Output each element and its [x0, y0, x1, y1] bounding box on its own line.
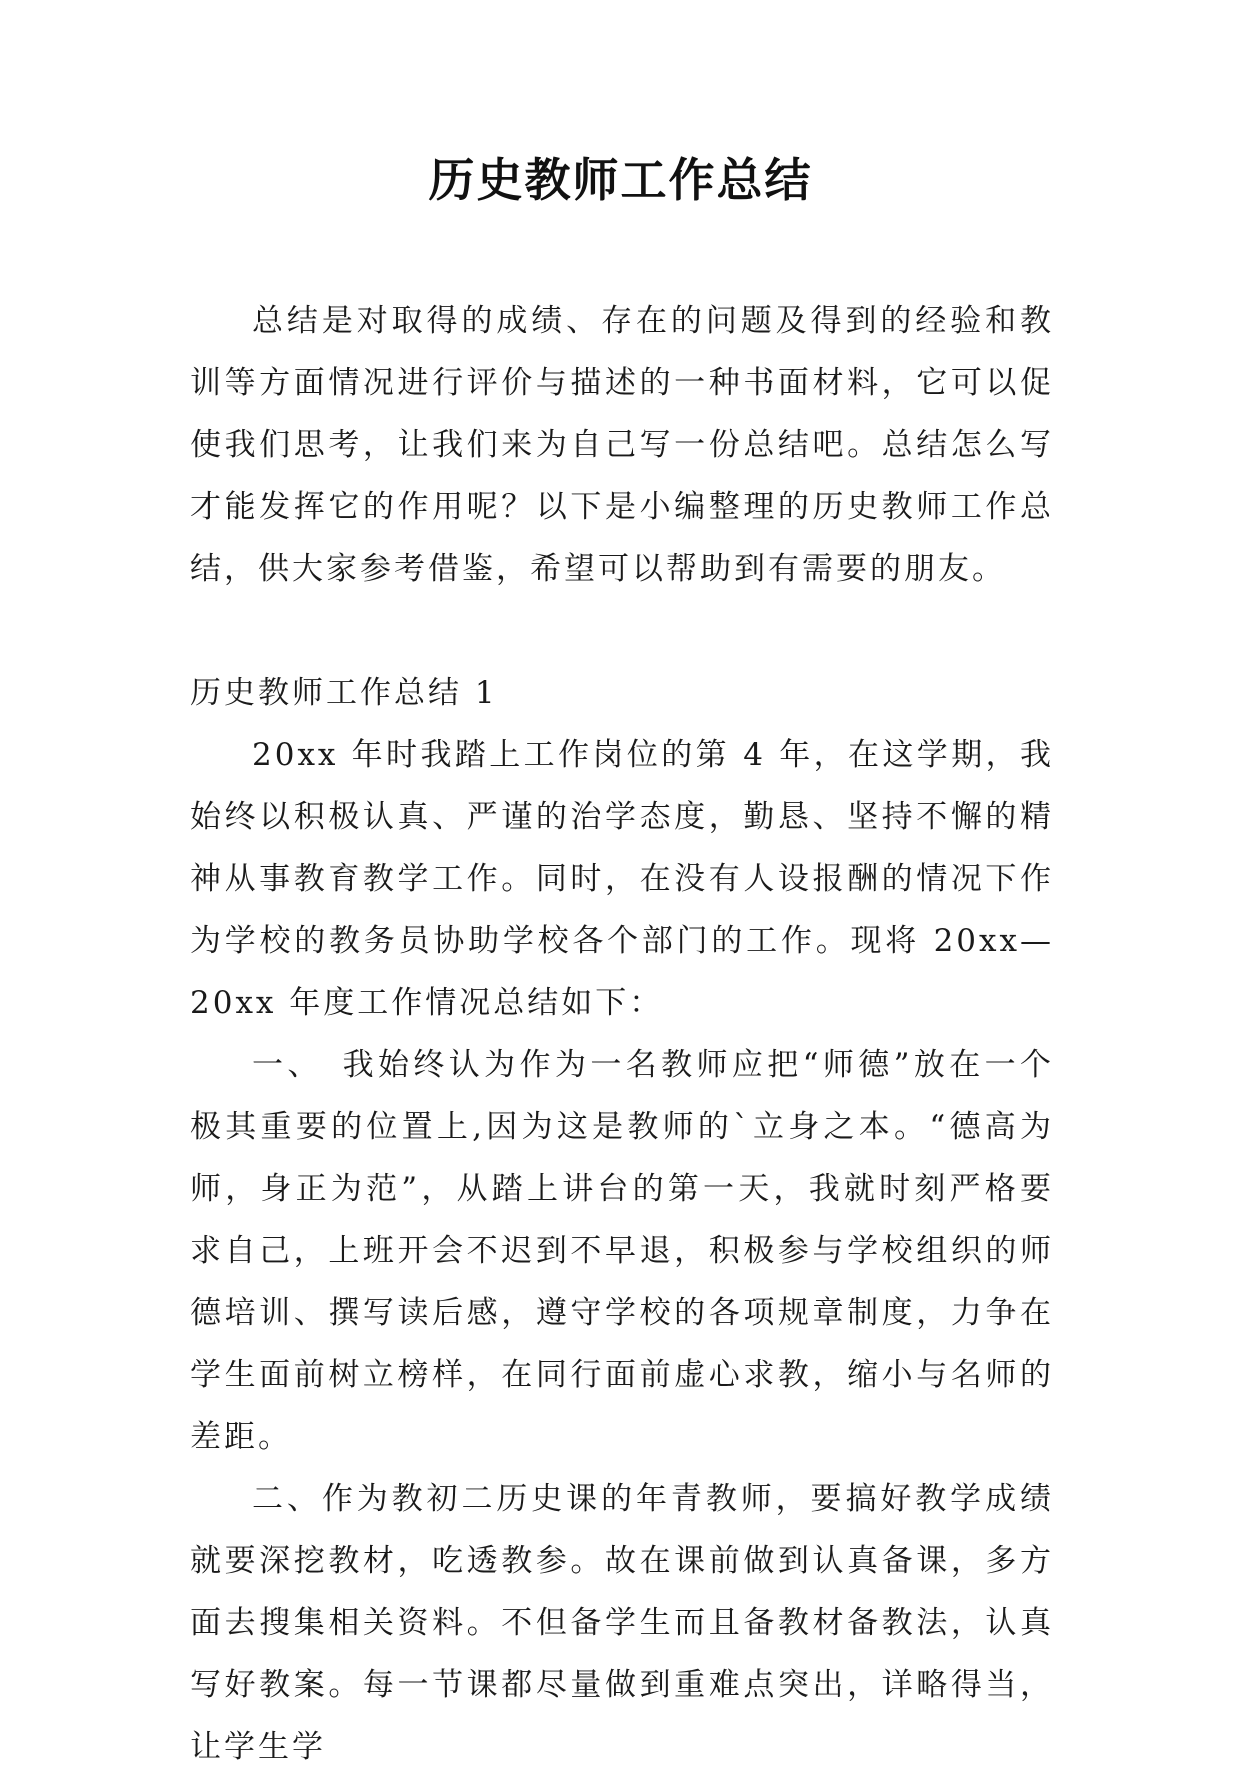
intro-paragraph: 总结是对取得的成绩、存在的问题及得到的经验和教训等方面情况进行评价与描述的一种书面材料，它可以促使我们思考，让我们来为自己写一份总结吧。总结怎么写才能发挥它的作用呢？以下是小编整理的历史教师工作总结，供大家参考借鉴，希望可以帮助到有需要的朋友。	[190, 303, 1054, 587]
section-heading: 历史教师工作总结 1	[190, 675, 498, 711]
body-paragraph-1: 20xx 年时我踏上工作岗位的第 4 年，在这学期，我始终以积极认真、严谨的治学态度，勤恳、坚持不懈的精神从事教育教学工作。同时，在没有人设报酬的情况下作为学校的教务员协助学校各个部门的工作。现将 20xx—20xx 年度工作情况总结如下：	[190, 737, 1054, 1021]
body-paragraph-2: 一、 我始终认为作为一名教师应把“师德”放在一个极其重要的位置上,因为这是教师的`立身之本。“德高为师，身正为范”，从踏上讲台的第一天，我就时刻严格要求自己，上班开会不迟到不早退，积极参与学校组织的师德培训、撰写读后感，遵守学校的各项规章制度，力争在学生面前树立榜样，在同行面前虚心求教，缩小与名师的差距。	[190, 1047, 1054, 1455]
body-paragraph-3: 二、作为教初二历史课的年青教师，要搞好教学成绩就要深挖教材，吃透教参。故在课前做到认真备课，多方面去搜集相关资料。不但备学生而且备教材备教法，认真写好教案。每一节课都尽量做到重难点突出，详略得当，让学生学	[190, 1481, 1054, 1765]
paragraph-spacer	[190, 600, 1054, 662]
document-title: 历史教师工作总结	[428, 153, 813, 207]
document-body	[190, 290, 1054, 1778]
